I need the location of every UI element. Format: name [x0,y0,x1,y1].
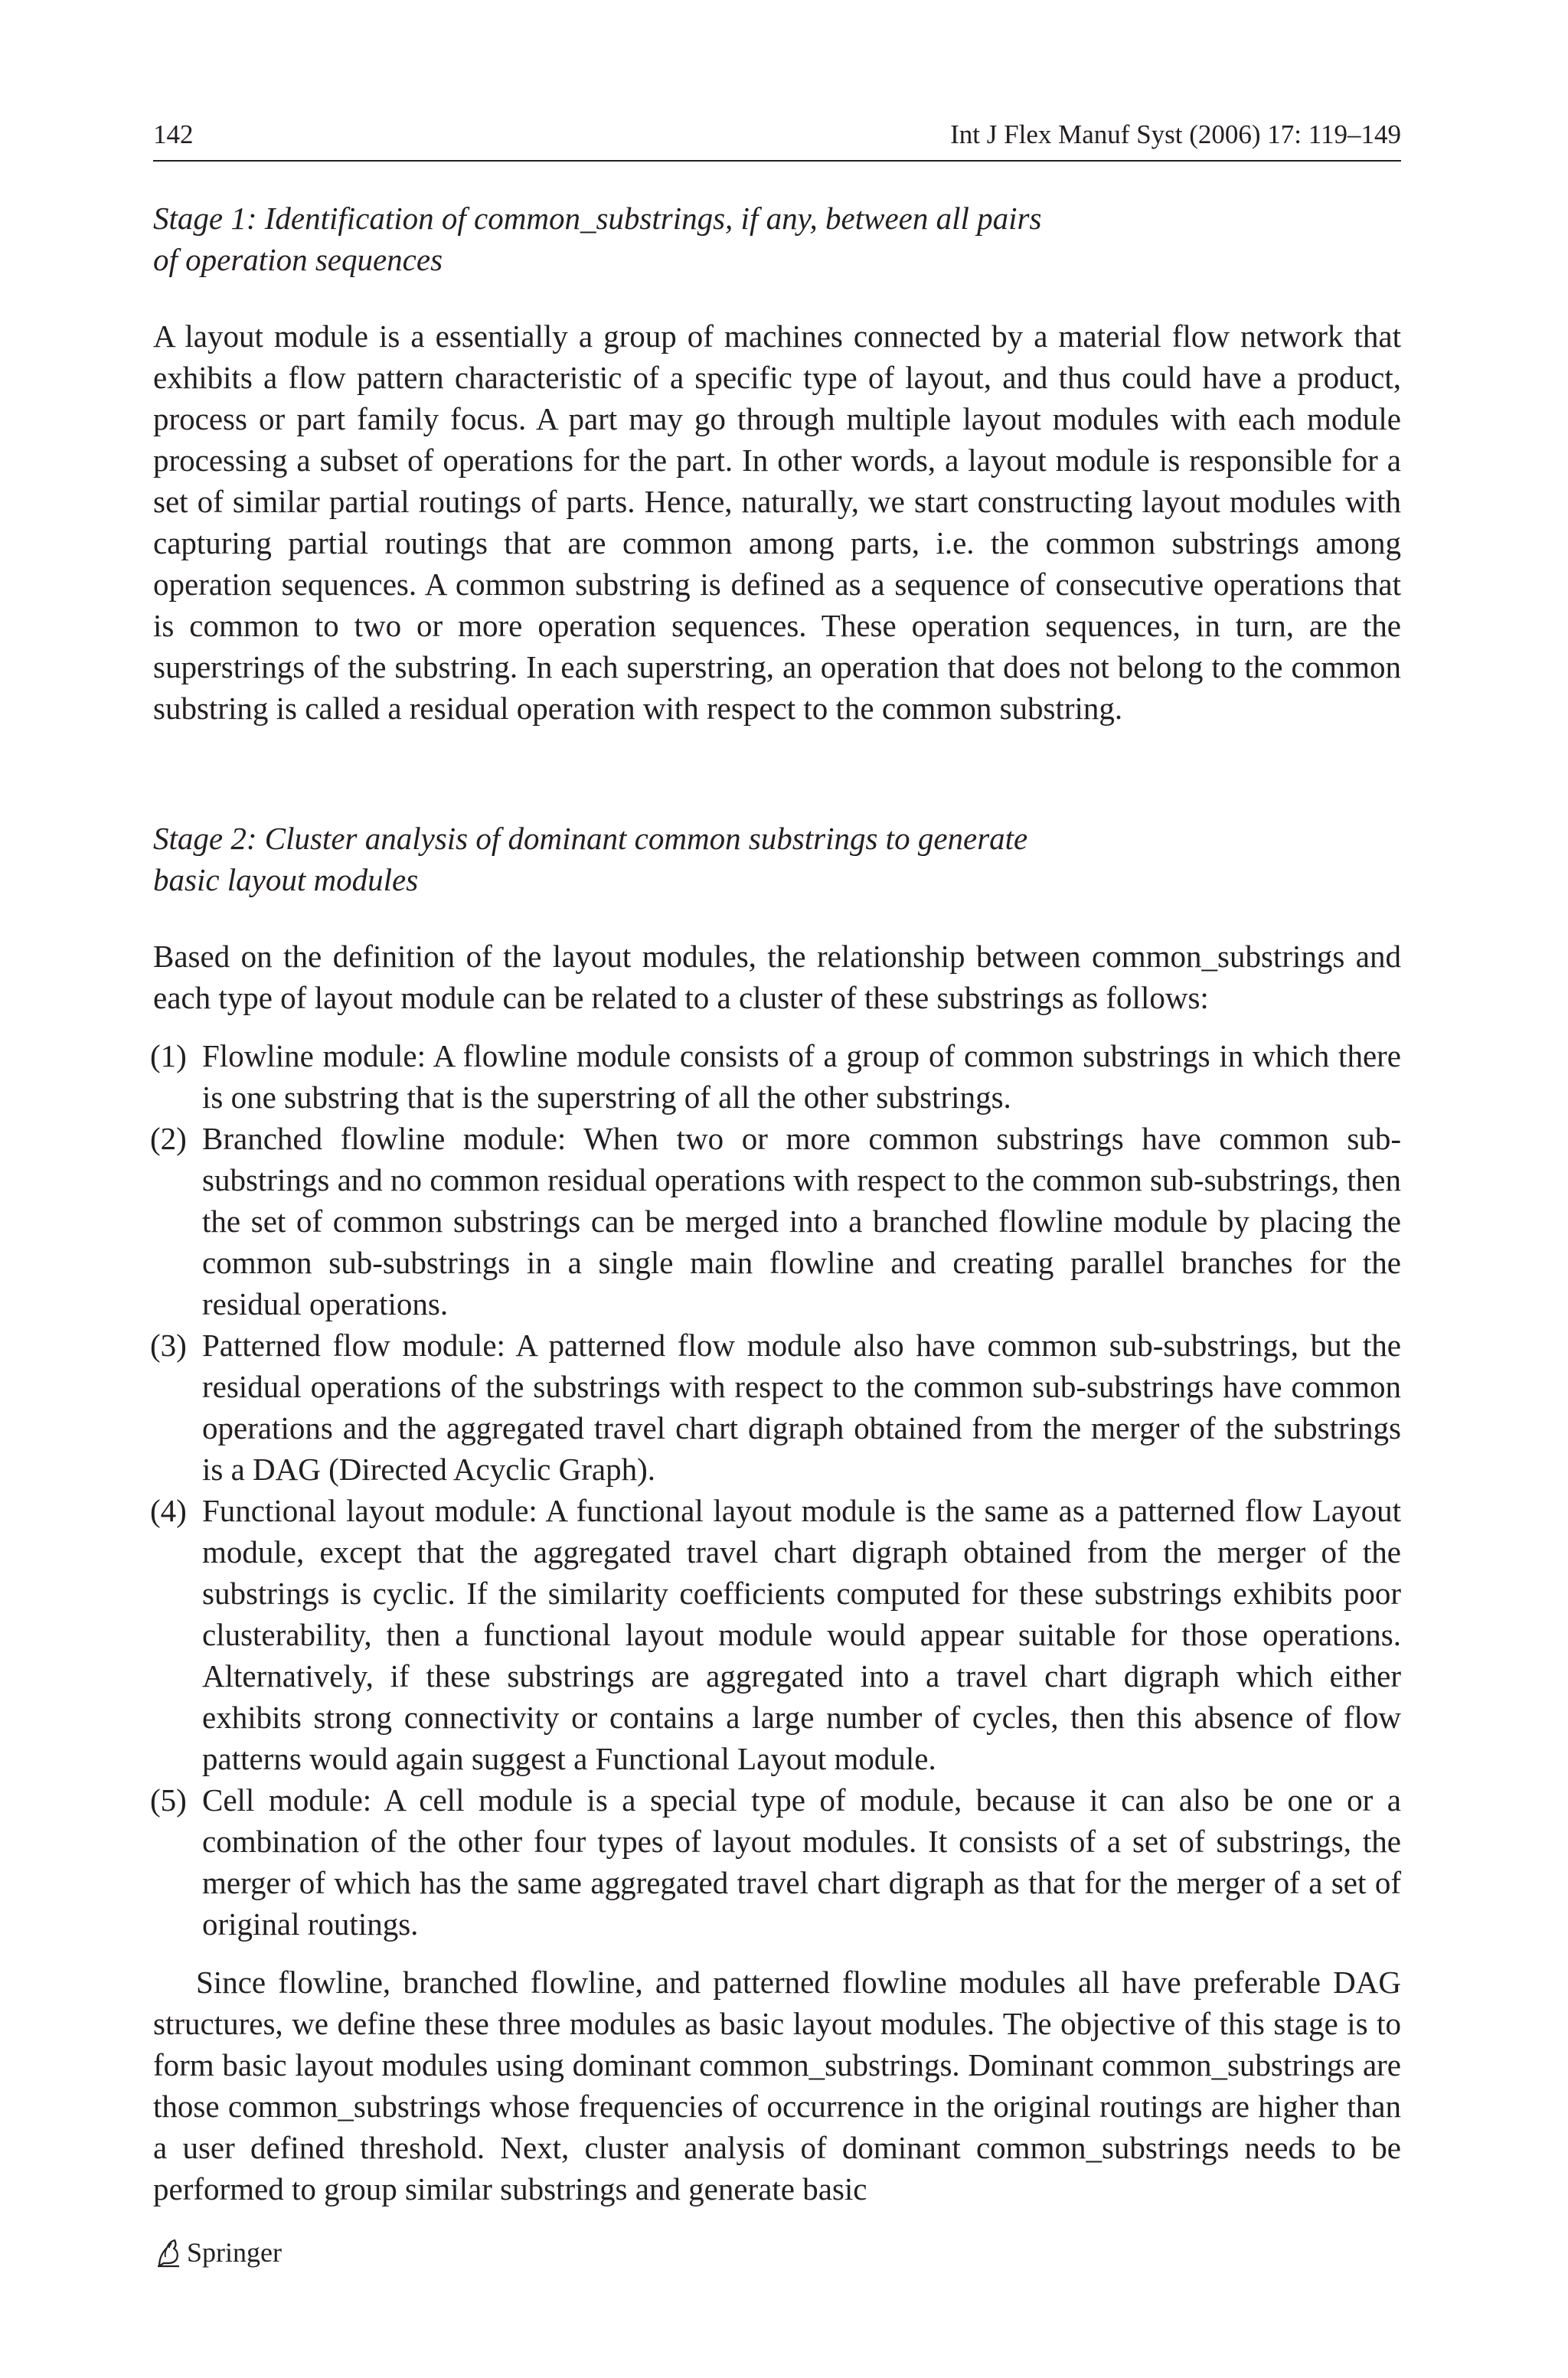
list-item-number: (5) [150,1782,187,1818]
list-item-number: (1) [150,1038,187,1073]
header-rule [153,160,1401,162]
paper-page [150,0,1401,2378]
stage1-paragraph: A layout module is a essentially a group of machines connected by a material flow network that exhibits a flow pattern characteristic of a specific type of layout, and thus could have a product, process or part family focus. A part may go through multiple layout modules with each module processing a subset of operations for the part. In other words, a layout module is responsible for a set of similar partial routings of parts. Hence, naturally, we start constructing layout modules with capturing partial routings that are common among parts, i.e. the common substrings among operation sequences. A common substring is defined as a sequence of consecutive operations that is common to two or more operation sequences. These operation sequences, in turn, are the superstrings of the substring. In each superstring, an operation that does not belong to the common substring is called a residual operation with respect to the common substring. [153,318,1401,726]
stage1-section [153,198,1401,729]
list-item-text: Patterned flow module: A patterned flow module also have common sub-substrings, but the residual operations of the substrings with respect to the common sub-substrings have common operations and the aggregated travel chart digraph obtained from the merger of the substrings is a DAG (Directed Acyclic Graph). [202,1328,1401,1487]
springer-horse-icon [153,2236,184,2269]
list-item [150,1035,1401,1118]
module-type-list [150,1035,1401,1945]
stage1-title: Stage 1: Identification of common_substrings, if any, between all pairs of operation sequences [153,201,1042,277]
list-item-text: Branched flowline module: When two or more common substrings have common sub-substrings and no common residual operations with respect to the common sub-substrings, then the set of common substrings can be merged into a branched flowline module by placing the common sub-substrings in a single main flowline and creating parallel branches for the residual operations. [202,1121,1401,1321]
list-item-number: (2) [150,1121,187,1156]
list-item [150,1490,1401,1779]
publisher-name: Springer [187,2237,282,2268]
stage2-intro: Based on the definition of the layout modules, the relationship between common_substrings and each type of layout module can be related to a cluster of these substrings as follows: [153,939,1401,1015]
stage2-section [150,818,1401,2210]
list-item-number: (4) [150,1493,187,1528]
list-item-number: (3) [150,1328,187,1363]
list-item [150,1325,1401,1490]
running-header [153,115,1401,155]
journal-citation: Int J Flex Manuf Syst (2006) 17: 119–149 [950,119,1401,149]
list-item [150,1118,1401,1325]
page-number: 142 [153,119,194,149]
list-item-text: Cell module: A cell module is a special type of module, because it can also be one or a combination of the other four types of layout modules. It consists of a set of substrings, the merger of which has the same aggregated travel chart digraph as that for the merger of a set of original routings. [202,1782,1401,1942]
stage2-title: Stage 2: Cluster analysis of dominant common substrings to generate basic layout modules [153,821,1028,897]
list-item-text: Flowline module: A flowline module consists of a group of common substrings in which there is one substring that is the superstring of all the other substrings. [202,1038,1401,1115]
stage2-closing-paragraph: Since flowline, branched flowline, and patterned flowline modules all have preferable DAG structures, we define these three modules as basic layout modules. The objective of this stage is to form basic layout modules using dominant common_substrings. Dominant common_substrings are those common_substrings whose frequencies of occurrence in the original routings are higher than a user defined threshold. Next, cluster analysis of dominant common_substrings needs to be performed to group similar substrings and generate basic [153,1965,1401,2207]
list-item [150,1779,1401,1945]
list-item-text: Functional layout module: A functional layout module is the same as a patterned flow Layout module, except that the aggregated travel chart digraph obtained from the merger of the substrings is cyclic. If the similarity coefficients computed for these substrings exhibits poor clusterability, then a functional layout module would appear suitable for those operations. Alternatively, if these substrings are aggregated into a travel chart digraph which either exhibits strong connectivity or contains a large number of cycles, then this absence of flow patterns would again suggest a Functional Layout module. [202,1493,1401,1776]
publisher-footer [153,2229,459,2275]
